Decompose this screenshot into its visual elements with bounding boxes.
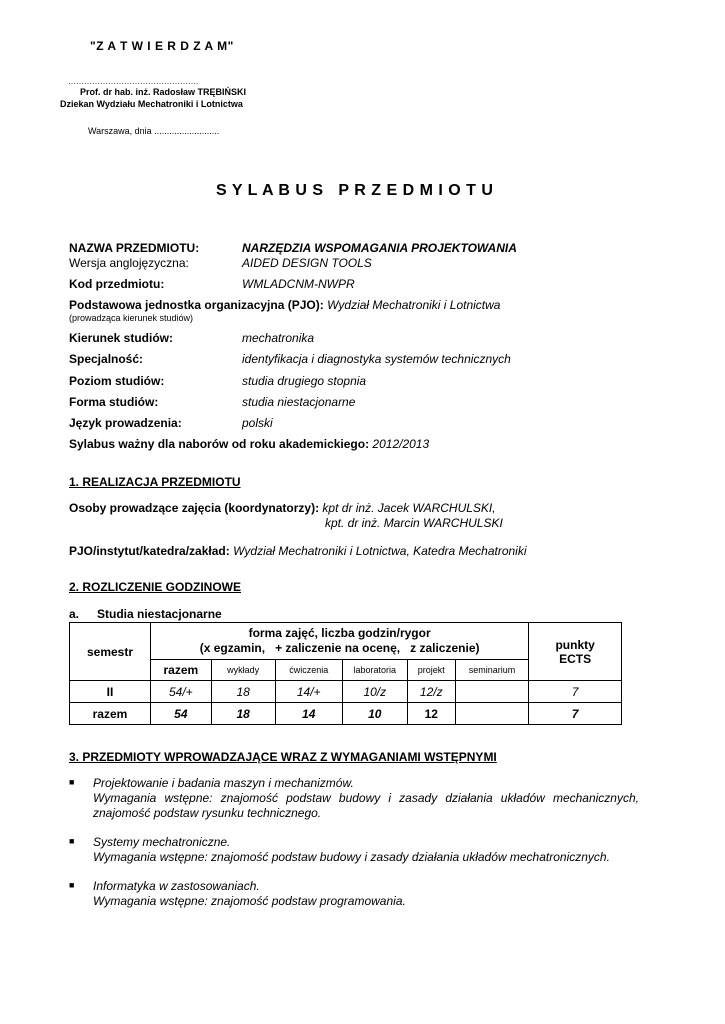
col-projekt: projekt bbox=[407, 660, 455, 681]
cell bbox=[455, 681, 529, 703]
cell: 14 bbox=[275, 703, 342, 725]
cell: 10 bbox=[342, 703, 407, 725]
english-version-label: Wersja anglojęzyczna: bbox=[69, 256, 189, 270]
table-row bbox=[70, 681, 622, 703]
square-bullet-icon: ■ bbox=[69, 880, 75, 890]
cell: 10/z bbox=[342, 681, 407, 703]
section3-heading: 3. PRZEDMIOTY WPROWADZAJĄCE WRAZ Z WYMAGANIAMI WSTĘPNYMI bbox=[69, 750, 497, 764]
row-ects: 7 bbox=[529, 681, 622, 703]
signature-dots: …………………………………………. bbox=[68, 77, 199, 86]
approver-name: Prof. dr hab. inż. Radosław TRĘBIŃSKI bbox=[80, 87, 247, 97]
coordinator-1: kpt dr inż. Jacek WARCHULSKI, bbox=[322, 501, 496, 515]
language-label: Język prowadzenia: bbox=[69, 416, 182, 430]
page-title: S Y L A B U S P R Z E D M I O T U bbox=[216, 182, 494, 199]
prereq-requirements: Wymagania wstępne: znajomość podstaw budowy i zasady działania układów mechatronicznych. bbox=[93, 850, 610, 864]
cell: 54 bbox=[150, 703, 211, 725]
square-bullet-icon: ■ bbox=[69, 836, 75, 846]
coordinators-row bbox=[69, 501, 496, 515]
language-value: polski bbox=[242, 416, 273, 430]
course-code-label: Kod przedmiotu: bbox=[69, 277, 165, 291]
validity-value: 2012/2013 bbox=[372, 437, 430, 451]
subsection-title: Studia niestacjonarne bbox=[97, 607, 222, 621]
pjo-row bbox=[69, 298, 500, 312]
coordinators-label: Osoby prowadzące zajęcia (koordynatorzy): bbox=[69, 501, 320, 515]
cell: 18 bbox=[211, 703, 275, 725]
row-semester: II bbox=[70, 681, 151, 703]
hours-table bbox=[69, 622, 622, 725]
approver-role: Dziekan Wydziału Mechatroniki i Lotnictwa bbox=[60, 99, 243, 109]
list-item bbox=[69, 835, 639, 865]
col-seminarium: seminarium bbox=[455, 660, 529, 681]
pjo-institute-value: Wydział Mechatroniki i Lotnictwa, Katedra Mechatroniki bbox=[233, 544, 527, 558]
specialty-label: Specjalność: bbox=[69, 352, 144, 366]
place-date: Warszawa, dnia .......................... bbox=[88, 126, 220, 136]
course-name-label: NAZWA PRZEDMIOTU: bbox=[69, 241, 200, 255]
level-label: Poziom studiów: bbox=[69, 374, 165, 388]
prerequisite-list bbox=[69, 776, 639, 923]
cell: 54/+ bbox=[150, 681, 211, 703]
cell: 12/z bbox=[407, 681, 455, 703]
validity-label: Sylabus ważny dla naborów od roku akademickiego: bbox=[69, 437, 370, 451]
form-label: Forma studiów: bbox=[69, 395, 159, 409]
col-wyklady: wykłady bbox=[211, 660, 275, 681]
form-header-line1: forma zajęć, liczba godzin/rygor bbox=[248, 626, 431, 640]
form-header bbox=[150, 623, 528, 660]
prereq-title: Systemy mechatroniczne. bbox=[93, 835, 231, 849]
field-label: Kierunek studiów: bbox=[69, 331, 174, 345]
pjo-institute-row bbox=[69, 544, 527, 558]
pjo-institute-label: PJO/instytut/katedra/zakład: bbox=[69, 544, 230, 558]
prereq-title: Informatyka w zastosowaniach. bbox=[93, 879, 260, 893]
prereq-requirements: Wymagania wstępne: znajomość podstaw programowania. bbox=[93, 894, 406, 908]
ects-header: punkty ECTS bbox=[529, 623, 622, 681]
semester-header: semestr bbox=[70, 623, 151, 681]
row-semester: razem bbox=[70, 703, 151, 725]
approval-header: "Z A T W I E R D Z A M" bbox=[90, 39, 234, 53]
validity-row bbox=[69, 437, 429, 451]
prereq-requirements: Wymagania wstępne: znajomość podstaw budowy i zasady działania układów mechanicznych, znajomość podstaw rysunku technicznego. bbox=[93, 791, 639, 820]
field-value: mechatronika bbox=[242, 331, 315, 345]
english-version-value: AIDED DESIGN TOOLS bbox=[242, 256, 372, 270]
specialty-value: identyfikacja i diagnostyka systemów technicznych bbox=[242, 352, 511, 366]
subsection-letter: a. bbox=[69, 607, 80, 621]
col-razem: razem bbox=[150, 660, 211, 681]
square-bullet-icon: ■ bbox=[69, 777, 75, 787]
section2-heading: 2. ROZLICZENIE GODZINOWE bbox=[69, 580, 242, 594]
pjo-label: Podstawowa jednostka organizacyjna (PJO): bbox=[69, 298, 324, 312]
pjo-note: (prowadząca kierunek studiów) bbox=[69, 313, 194, 323]
form-value: studia niestacjonarne bbox=[242, 395, 356, 409]
coordinator-2: kpt. dr inż. Marcin WARCHULSKI bbox=[325, 516, 503, 530]
list-item bbox=[69, 776, 639, 821]
section1-heading: 1. REALIZACJA PRZEDMIOTU bbox=[69, 475, 241, 489]
pjo-value: Wydział Mechatroniki i Lotnictwa bbox=[327, 298, 501, 312]
level-value: studia drugiego stopnia bbox=[242, 374, 367, 388]
prereq-title: Projektowanie i badania maszyn i mechanizmów. bbox=[93, 776, 354, 790]
cell: 12 bbox=[407, 703, 455, 725]
cell: 14/+ bbox=[275, 681, 342, 703]
col-laboratoria: laboratoria bbox=[342, 660, 407, 681]
course-name-value: NARZĘDZIA WSPOMAGANIA PROJEKTOWANIA bbox=[242, 241, 517, 255]
cell bbox=[455, 703, 529, 725]
table-row bbox=[70, 703, 622, 725]
form-header-line2: (x egzamin, + zaliczenie na ocenę, z zaliczenie) bbox=[199, 641, 480, 655]
list-item bbox=[69, 879, 639, 909]
course-code-value: WMLADCNM-NWPR bbox=[242, 277, 355, 291]
row-ects: 7 bbox=[529, 703, 622, 725]
cell: 18 bbox=[211, 681, 275, 703]
col-cwiczenia: ćwiczenia bbox=[275, 660, 342, 681]
